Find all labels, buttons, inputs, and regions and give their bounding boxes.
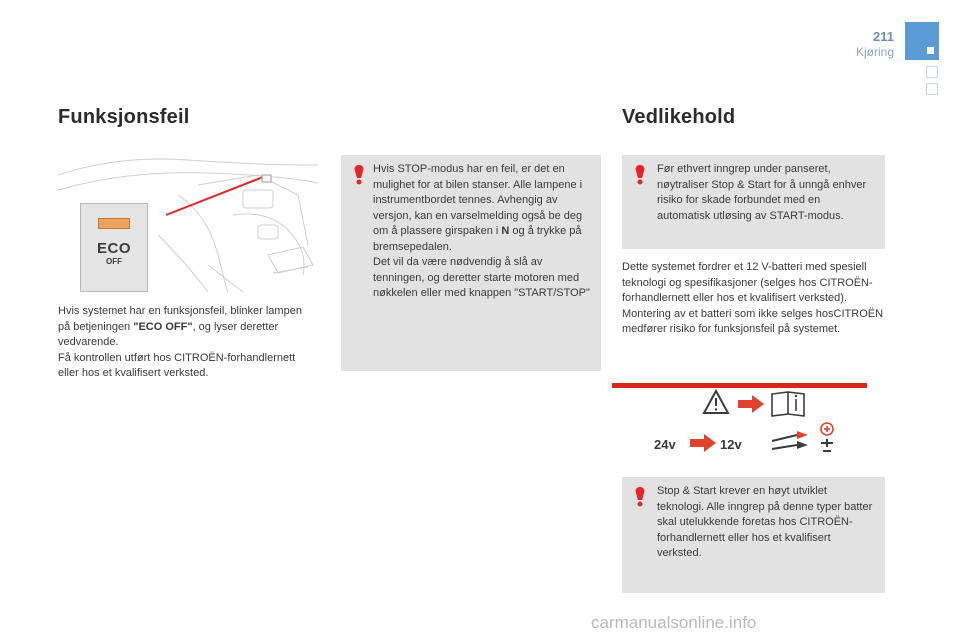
warning-icon xyxy=(632,487,648,507)
warning-paragraph-2: Det vil da være nødvendig å slå av tenningen, og deretter starte motoren med nøkkelen eller med knappen "START/STOP" xyxy=(373,256,590,299)
eco-off-button-sublabel: OFF xyxy=(106,257,122,266)
warning-text-stop-mode xyxy=(373,162,591,302)
chapter-label: Kjøring xyxy=(855,45,894,59)
chapter-tab-marker xyxy=(927,47,934,54)
page-number: 211 xyxy=(873,29,894,44)
eco-off-button-inset xyxy=(80,203,148,292)
arrow-right-icon xyxy=(738,395,764,413)
battery-drawing xyxy=(612,383,867,467)
jump-cable-icon xyxy=(772,423,833,451)
chapter-tab[interactable] xyxy=(905,22,939,60)
warning-text-technology: Stop & Start krever en høyt utviklet teknologi. Alle inngrep på denne typer batter skal utelukkende foretas hos CITROËN-forhandlernett eller hos et kvalifisert verksted. xyxy=(657,485,873,559)
book-info-icon xyxy=(772,392,804,416)
chapter-tab-empty-2[interactable] xyxy=(926,83,938,95)
warning-icon xyxy=(632,165,648,185)
left-body-paragraph-1: Hvis systemet har en funksjonsfeil, blinker lampen på betjeningen "ECO OFF", og lyser deretter vedvarende. xyxy=(58,305,302,348)
battery-illustration xyxy=(612,383,867,467)
dashboard-illustration xyxy=(58,155,318,292)
warning-icon xyxy=(351,165,367,185)
battery-to-voltage: 12v xyxy=(720,437,742,452)
arrow-right-icon xyxy=(690,434,716,452)
chapter-tab-empty-1[interactable] xyxy=(926,66,938,78)
section-title-funksjonsfeil: Funksjonsfeil xyxy=(58,106,190,128)
left-body-paragraph-2: Få kontrollen utført hos CITROËN-forhandlernett eller hos et kvalifisert verksted. xyxy=(58,351,296,379)
warning-box-neutralize xyxy=(622,155,885,249)
warning-paragraph-1: Hvis STOP-modus har en feil, er det en mulighet for at bilen stanser. Alle lampene i instrumentbordet tennes. Avhengig av versjon, kan en varselmelding også be deg om å plassere girspaken i N og å trykke på bremsepedalen. xyxy=(373,163,583,253)
left-body-text xyxy=(58,304,316,382)
eco-off-indicator-lamp xyxy=(98,218,130,229)
warning-box-technology xyxy=(622,477,885,593)
right-body-paragraph-1: Dette systemet fordrer et 12 V-batteri med spesiell teknologi og spesifikasjoner (selges hos CITROËN-forhandlernett eller hos et kvalifisert verksted). xyxy=(622,261,873,304)
right-body-text xyxy=(622,260,884,338)
warning-text-neutralize: Før ethvert inngrep under panseret, nøytraliser Stop & Start for å unngå enhver risiko for skade forbundet med en automatisk utløsing av START-modus. xyxy=(657,163,867,222)
watermark: carmanualsonline.info xyxy=(591,613,757,632)
battery-from-voltage: 24v xyxy=(654,437,676,452)
warning-box-stop-mode xyxy=(341,155,601,371)
eco-off-button-label: ECO xyxy=(96,240,131,257)
section-title-vedlikehold: Vedlikehold xyxy=(622,106,736,128)
right-body-paragraph-2: Montering av et batteri som ikke selges hosCITROËN medfører risiko for funksjonsfeil på systemet. xyxy=(622,307,884,335)
